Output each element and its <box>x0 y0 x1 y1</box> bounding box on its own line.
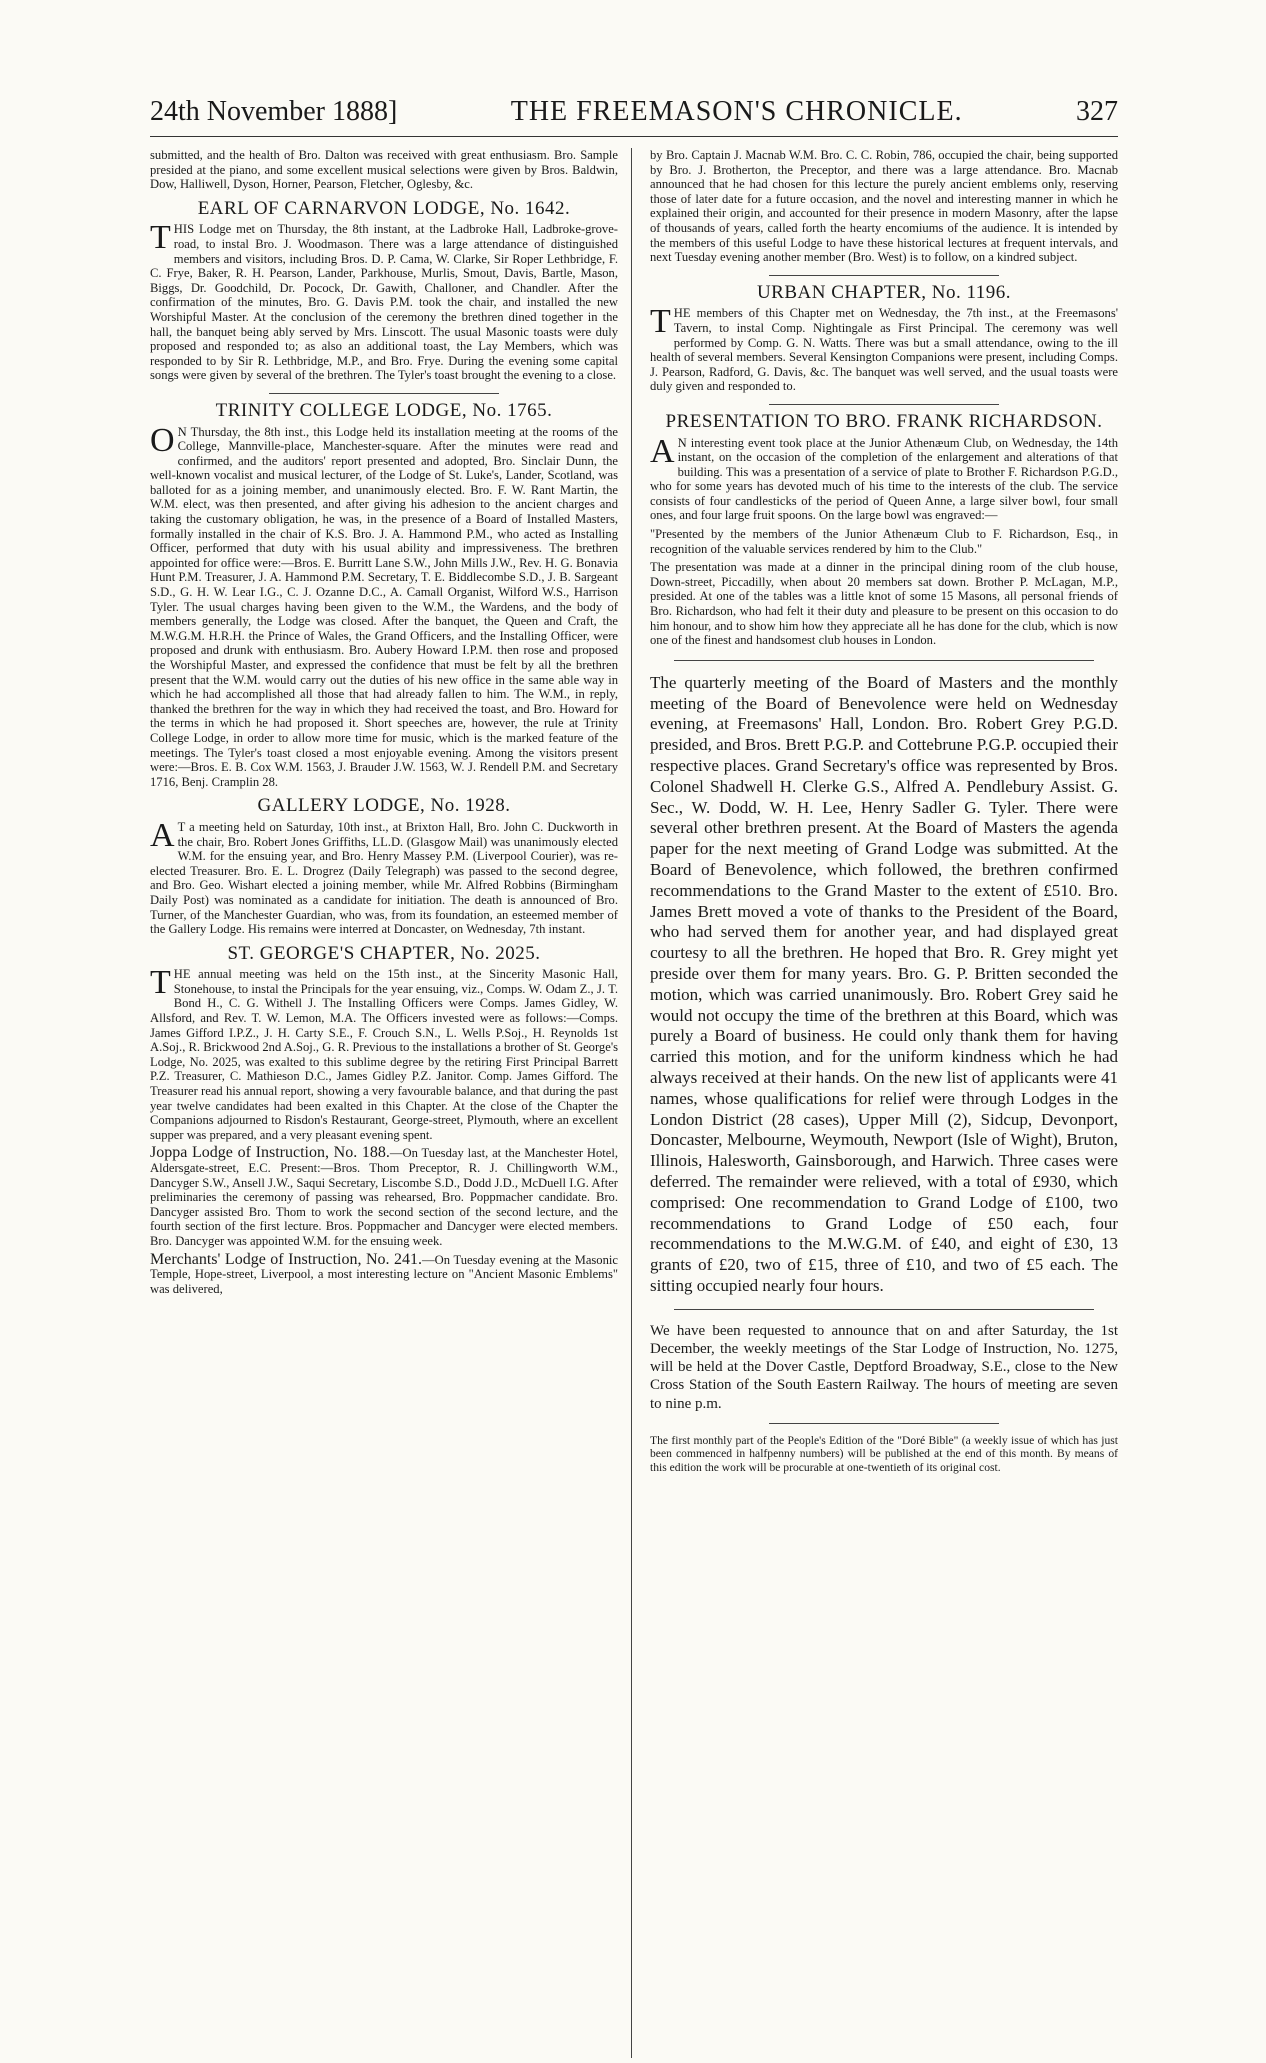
section-title-earl-of-carnarvon: EARL OF CARNARVON LODGE, No. 1642. <box>197 197 571 219</box>
section-title-st-georges-chapter: ST. GEORGE'S CHAPTER, No. 2025. <box>227 942 541 964</box>
article-presentation <box>650 432 1118 524</box>
page-number: 327 <box>1076 96 1118 127</box>
notice-dore-bible: The first monthly part of the People's Edition of the "Doré Bible" (a weekly issue of which has just been commenced in halfpenny numbers) will be published at the end of this month. By means of this edition the work will be procurable at one-twentieth of its original cost. <box>650 1433 1118 1474</box>
article-star-lodge: We have been requested to announce that on and after Saturday, the 1st December, the weekly meetings of the Star Lodge of Instruction, No. 1275, will be held at the Dover Castle, Deptford Broadway, S.E., close to the New Cross Station of the South Eastern Railway. The hours of meeting are seven to nine p.m. <box>650 1322 1118 1412</box>
publication-title: THE FREEMASON'S CHRONICLE. <box>510 96 963 127</box>
section-rule <box>769 1423 999 1424</box>
article-merchants-lodge <box>150 1250 618 1297</box>
drop-cap: O <box>150 421 175 459</box>
drop-cap: A <box>150 816 175 854</box>
drop-cap: T <box>150 219 171 257</box>
section-title-presentation: PRESENTATION TO BRO. FRANK RICHARDSON. <box>665 410 1103 432</box>
section-rule <box>674 1309 1094 1310</box>
issue-date: 24th November 1888] <box>150 96 398 127</box>
run-in-heading: Merchants' Lodge of Instruction, No. 241. <box>150 1250 423 1268</box>
article-body: HE members of this Chapter met on Wednesday, the 7th inst., at the Freemasons' Tavern, to instal Comp. Nightingale as First Principal. The ceremony was well performed by Comp. G. N. Watts. There was but a small attendance, owing to the ill health of several members. Several Kensington Companions were present, including Comps. J. Pearson, Radford, G. Davis, &c. The banquet was well served, and the usual toasts were duly given and responded to. <box>650 306 1118 394</box>
masthead <box>150 96 1118 137</box>
section-rule <box>674 660 1094 661</box>
article-body: HIS Lodge met on Thursday, the 8th instant, at the Ladbroke Hall, Ladbroke-grove-road, to instal Bro. J. Woodmason. There was a large attendance of distinguished members and visitors, including Bros. D. P. Cama, W. Clarke, Sir Roper Lethbridge, F. C. Frye, Baker, R. H. Pearson, Lander, Parkhouse, Murlis, Smout, Davis, Bartle, Mason, Biggs, Dr. Goodchild, Dr. Pocock, Dr. Gawith, Challoner, and Chandler. After the confirmation of the minutes, Bro. G. Davis P.M. took the chair, and installed the new Worshipful Master. At the conclusion of the ceremony the brethren dined together in the hall, the banquet being ably served by Mrs. Linscott. The usual Masonic toasts were duly proposed and responded to; as also an additional toast, the Lay Members, which was responded to by Sir R. Lethbridge, M.P., and Bro. Frye. During the evening some capital songs were given by several of the brethren. The Tyler's toast brought the evening to a close. <box>150 222 618 383</box>
drop-cap: A <box>650 432 675 470</box>
article-body: —On Tuesday last, at the Manchester Hotel, Aldersgate-street, E.C. Present:—Bros. Thom Preceptor, R. J. Chillingworth W.M., Dancyger S.W., Ansell J.W., Saqui Secretary, Liscombe S.D., Dodd J.D., McDuell I.G. After preliminaries the ceremony of passing was rehearsed, Bro. Poppmacher candidate. Bro. Dancyger assisted Bro. Thom to work the second section of the second lecture, and the fourth section of the first lecture. Bros. Poppmacher and Dancyger were elected members. Bro. Dancyger was appointed W.M. for the ensuing week. <box>150 1146 618 1248</box>
article-body: —On Tuesday evening at the Masonic Temple, Hope-street, Liverpool, a most interesting lecture on "Ancient Masonic Emblems" was delivered, <box>150 1252 618 1296</box>
run-in-heading: Joppa Lodge of Instruction, No. 188. <box>150 1144 390 1162</box>
section-rule <box>769 275 999 276</box>
right-column <box>650 148 1118 1479</box>
article-trinity-college <box>150 421 618 790</box>
article-earl-of-carnarvon <box>150 219 618 383</box>
article-board-of-benevolence: The quarterly meeting of the Board of Masters and the monthly meeting of the Board of Benevolence were held on Wednesday evening, at Freemasons' Hall, London. Bro. Robert Grey P.G.D. presided, and Bros. Brett P.G.P. and Cottebrune P.G.P. occupied their respective places. Grand Secretary's office was represented by Bros. Colonel Shadwell H. Clerke G.S., Alfred A. Pendlebury Assist. G. Sec., W. Dodd, W. H. Lee, Henry Sadler G. Tyler. There were several other brethren present. At the Board of Masters the agenda paper for the next meeting of Grand Lodge was submitted. At the Board of Benevolence, which followed, the brethren confirmed recommendations to the Grand Master to the extent of £510. Bro. James Brett moved a vote of thanks to the President of the Board, who had served them for another year, and had displayed great courtesy to all the brethren. He hoped that Bro. R. Grey might yet preside over them for many years. Bro. G. P. Britten seconded the motion, which was carried unanimously. Bro. Robert Grey said he would not occupy the time of the brethren at this Board, which was purely a Board of business. He could only thank them for having carried this motion, and for the uniform kindness which he had always received at their hands. On the new list of applicants were 41 names, whose qualifications for relief were through Lodges in the London District (28 cases), Upper Mill (2), Sidcup, Devonport, Doncaster, Melbourne, Weymouth, Newport (Isle of Wight), Bruton, Illinois, Halesworth, Gainsborough, and Harwich. Three cases were deferred. The remainder were relieved, with a total of £930, which comprised: One recommendation to Grand Lodge of £100, two recommendations to Grand Lodge of £50 each, four recommendations to the M.W.G.M. of £40, and eight of £30, 13 grants of £20, two of £15, three of £10, and two of £5 each. The sitting occupied nearly four hours. <box>650 672 1118 1295</box>
article-body: HE annual meeting was held on the 15th inst., at the Sincerity Masonic Hall, Stonehouse, to instal the Principals for the year ensuing, viz., Comps. W. Odam Z., J. T. Bond H., C. G. Withell J. The Installing Officers were Comps. James Gidley, W. Allsford, and Rev. T. W. Lemon, M.A. The Officers invested were as follows:—Comps. James Gifford I.P.Z., J. H. Carty S.E., F. Crouch S.N., L. Wells P.Soj., H. Reynolds 1st A.Soj., R. Brickwood 2nd A.Soj., G. R. Previous to the installations a brother of St. George's Lodge, No. 2025, was exalted to this sublime degree by the retiring First Principal Barrett P.Z. Treasurer, C. Mathieson D.C., James Gidley P.Z. Janitor. Comp. James Gifford. The Treasurer read his annual report, showing a very favourable balance, and that during the past year twelve candidates had been exalted in this Chapter. At the close of the Chapter the Companions adjourned to Risdon's Restaurant, George-street, Plymouth, where an excellent supper was prepared, and a very pleasant evening spent. <box>150 967 618 1142</box>
left-column <box>150 148 618 1300</box>
article-gallery-lodge <box>150 816 618 937</box>
section-title-trinity-college: TRINITY COLLEGE LODGE, No. 1765. <box>215 399 553 421</box>
article-joppa-lodge <box>150 1146 618 1248</box>
drop-cap: T <box>150 964 171 1002</box>
engraved-inscription: "Presented by the members of the Junior Athenæum Club to F. Richardson, Esq., in recognition of the valuable services rendered by him to the Club." <box>650 527 1118 556</box>
article-body: N interesting event took place at the Junior Athenæum Club, on Wednesday, the 14th instant, on the occasion of the completion of the enlargement and alterations of that building. This was a presentation of a service of plate to Brother F. Richardson P.G.D., who for some years has devoted much of his time to the interests of the club. The service consists of four candlesticks of the period of Queen Anne, a large silver bowl, four small ones, and four large fruit spoons. On the large bowl was engraved:— <box>650 435 1118 523</box>
column-divider <box>631 148 632 2058</box>
article-presentation-continued: The presentation was made at a dinner in the principal dining room of the club house, Down-street, Piccadilly, when about 20 members sat down. Brother P. McLagan, M.P., presided. At one of the tables was a little knot of some 15 Masons, all personal friends of Bro. Richardson, who had felt it their duty and pleasure to be present on this occasion to do him honour, and to show him how they appreciate all he has done for the club, which is now one of the finest and handsomest club houses in London. <box>650 560 1118 648</box>
article-body: T a meeting held on Saturday, 10th inst., at Brixton Hall, Bro. John C. Duckworth in the chair, Bro. Robert Jones Griffiths, LL.D. (Glasgow Mail) was unanimously elected W.M. for the ensuing year, and Bro. Henry Massey P.M. (Liverpool Courier), was re-elected Treasurer. Bro. E. L. Drogrez (Daily Telegraph) was passed to the second degree, and Bro. Geo. Wishart elected a joining member, while Mr. Alfred Robbins (Birmingham Daily Post) was nominated as a candidate for initiation. The death is announced of Bro. Turner, of the Manchester Guardian, who was, from its foundation, an esteemed member of the Gallery Lodge. His remains were interred at Doncaster, on Wednesday, 7th instant. <box>150 819 618 937</box>
drop-cap: T <box>650 303 671 341</box>
section-title-gallery-lodge: GALLERY LODGE, No. 1928. <box>257 795 511 817</box>
section-title-urban-chapter: URBAN CHAPTER, No. 1196. <box>756 281 1012 303</box>
article-urban-chapter <box>650 303 1118 394</box>
section-rule <box>769 404 999 405</box>
article-body: N Thursday, the 8th inst., this Lodge held its installation meeting at the rooms of the College, Mannville-place, Manchester-square. After the minutes were read and confirmed, and the auditors' report presented and adopted, Bro. Sinclair Dunn, the well-known vocalist and musical lecturer, of the Lodge of St. Luke's, Lander, Scotland, was balloted for as a joining member, and unanimously elected. Bro. F. W. Rant Martin, the W.M. elect, was then presented, and after giving his adhesion to the ancient charges and taking the customary obligation, he was, in the presence of a Board of Installed Masters, formally installed in the chair of K.S. Bro. J. A. Hammond P.M., who acted as Installing Officer, performed that duty with his usual ability and impressiveness. The brethren appointed for office were:—Bros. E. Burritt Lane S.W., John Mills J.W., Rev. H. G. Bonavia Hunt P.M. Treasurer, J. A. Hammond P.M. Secretary, T. E. Biddlecombe S.D., J. B. Sargeant S.D., G. H. W. Lear I.G., C. J. Ozanne D.C., A. Camall Organist, Wilford W.S., Harrison Tyler. The usual charges having been given to the W.M., the Wardens, and the body of members generally, the Lodge was closed. After the banquet, the Queen and Craft, the M.W.G.M. H.R.H. the Prince of Wales, the Grand Officers, and the Installing Officer, were proposed and drunk with enthusiasm. Bro. Aubery Howard I.P.M. then rose and proposed the Worshipful Master, and expressed the confidence that must be felt by all the brethren present that the W.M. would carry out the duties of his new office in the same able way in which he had accomplished all those that had already fallen to him. The W.M., in reply, thanked the brethren for the way in which they had received the toast, and Bro. Howard for the terms in which he had proposed it. Short speeches are, however, the rule at Trinity College Lodge, in order to allow more time for music, which is the marked feature of the meetings. The Tyler's toast closed a most enjoyable evening. Among the visitors present were:—Bros. E. B. Cox W.M. 1563, J. Brauder J.W. 1563, W. J. Rendell P.M. and Secretary 1716, Benj. Cramplin 28. <box>150 424 618 789</box>
section-rule <box>269 393 499 394</box>
continued-paragraph: by Bro. Captain J. Macnab W.M. Bro. C. C. Robin, 786, occupied the chair, being supported by Bro. J. Brotherton, the Preceptor, and there was a large attendance. Bro. Macnab announced that he had chosen for this lecture the purely ancient emblems only, reserving those of later date for a future occasion, and the novel and interesting manner in which he explained their origin, and accounted for their presence in modern Masonry, after the lapse of thousands of years, called forth the hearty encomiums of the audience. It is intended by the members of this useful Lodge to have these historical lectures at frequent intervals, and next Tuesday evening another member (Bro. West) is to follow, on a kindred subject. <box>650 148 1118 265</box>
continued-paragraph: submitted, and the health of Bro. Dalton was received with great enthusiasm. Bro. Sample presided at the piano, and some excellent musical selections were given by Bros. Baldwin, Dow, Halliwell, Dyson, Horner, Pearson, Fletcher, Oglesby, &c. <box>150 148 618 192</box>
article-st-georges-chapter <box>150 964 618 1142</box>
